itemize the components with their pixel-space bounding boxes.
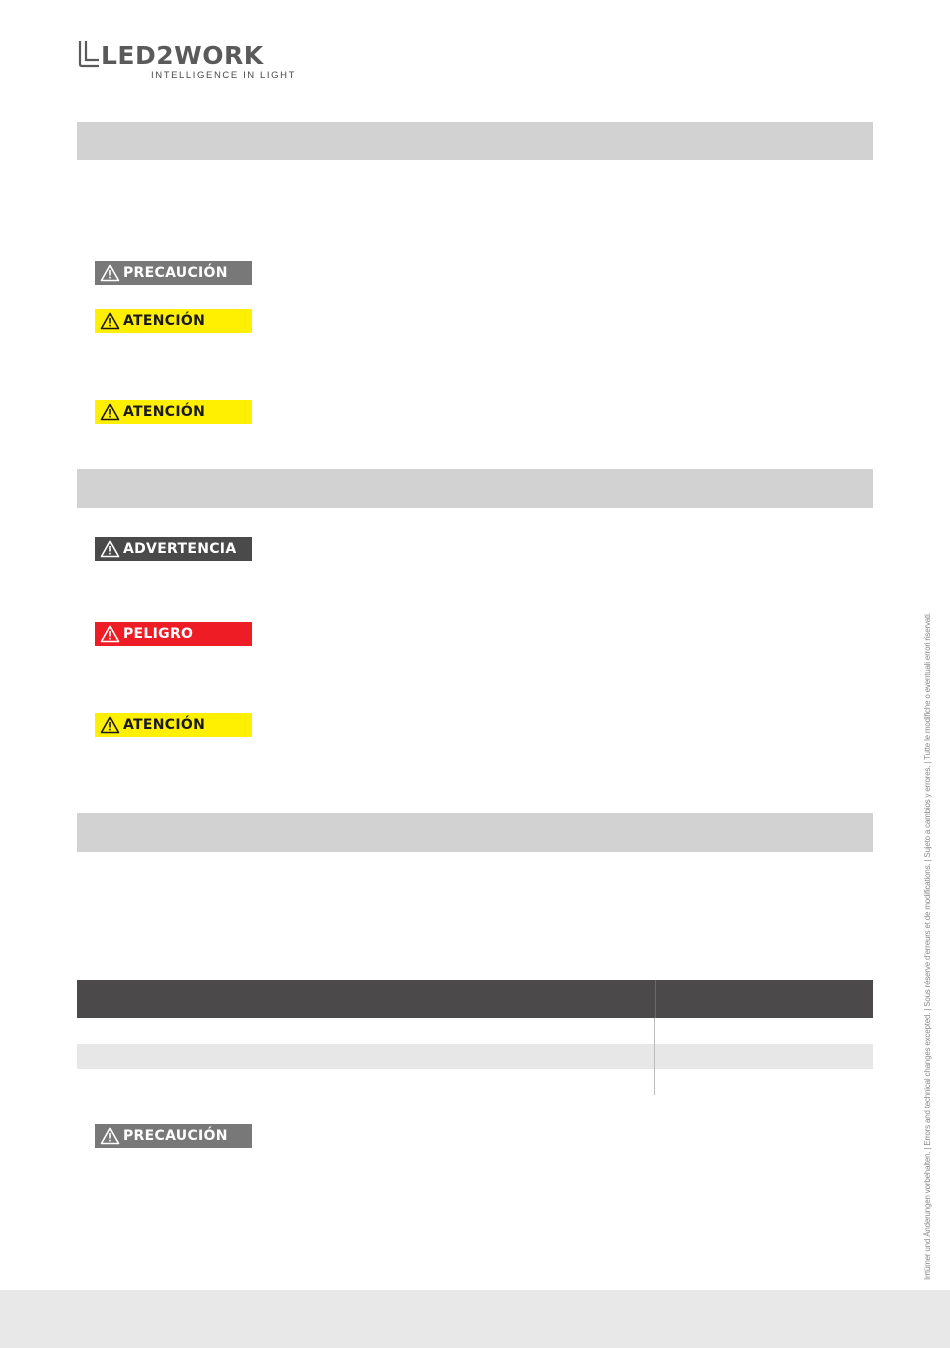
legal-disclaimer: Irrtümer und Änderungen vorbehalten. | Errors and technical changes excepted. | Sous réserve d'erreurs et de modifications. | Sujeto a cambios y errores. | Tutte le modifiche o eventuali errori riservati. bbox=[923, 612, 932, 1280]
advertencia-badge bbox=[95, 537, 252, 561]
badge-label: PRECAUCIÓN bbox=[123, 265, 228, 281]
logo-mark bbox=[77, 38, 307, 70]
warning-triangle-icon bbox=[100, 540, 120, 558]
precaucion-badge bbox=[95, 261, 252, 285]
warning-triangle-icon bbox=[100, 1127, 120, 1145]
warning-triangle-icon bbox=[100, 625, 120, 643]
section-header-bar-3 bbox=[77, 813, 873, 852]
table-column-divider bbox=[654, 1018, 655, 1095]
atencion-badge bbox=[95, 400, 252, 424]
badge-label: ADVERTENCIA bbox=[123, 541, 237, 557]
logo-wordmark: LED2WORK bbox=[101, 41, 264, 70]
brand-logo bbox=[77, 38, 307, 86]
badge-label: ATENCIÓN bbox=[123, 717, 206, 733]
logo-tagline: INTELLIGENCE IN LIGHT bbox=[151, 70, 296, 81]
badge-label: ATENCIÓN bbox=[123, 404, 206, 420]
warning-triangle-icon bbox=[100, 403, 120, 421]
table-header-divider bbox=[655, 980, 656, 1018]
section-header-bar-2 bbox=[77, 469, 873, 508]
badge-label: PELIGRO bbox=[123, 626, 194, 642]
warning-triangle-icon bbox=[100, 716, 120, 734]
warning-triangle-icon bbox=[100, 264, 120, 282]
section-header-bar-1 bbox=[77, 122, 873, 160]
table-row bbox=[77, 1044, 873, 1069]
table-row bbox=[77, 1018, 873, 1043]
warning-triangle-icon bbox=[100, 312, 120, 330]
peligro-badge bbox=[95, 622, 252, 646]
atencion-badge bbox=[95, 309, 252, 333]
table-header bbox=[77, 980, 873, 1018]
badge-label: ATENCIÓN bbox=[123, 313, 206, 329]
footer-band bbox=[0, 1290, 950, 1348]
atencion-badge bbox=[95, 713, 252, 737]
badge-label: PRECAUCIÓN bbox=[123, 1128, 228, 1144]
table-row bbox=[77, 1069, 873, 1094]
precaucion-badge bbox=[95, 1124, 252, 1148]
